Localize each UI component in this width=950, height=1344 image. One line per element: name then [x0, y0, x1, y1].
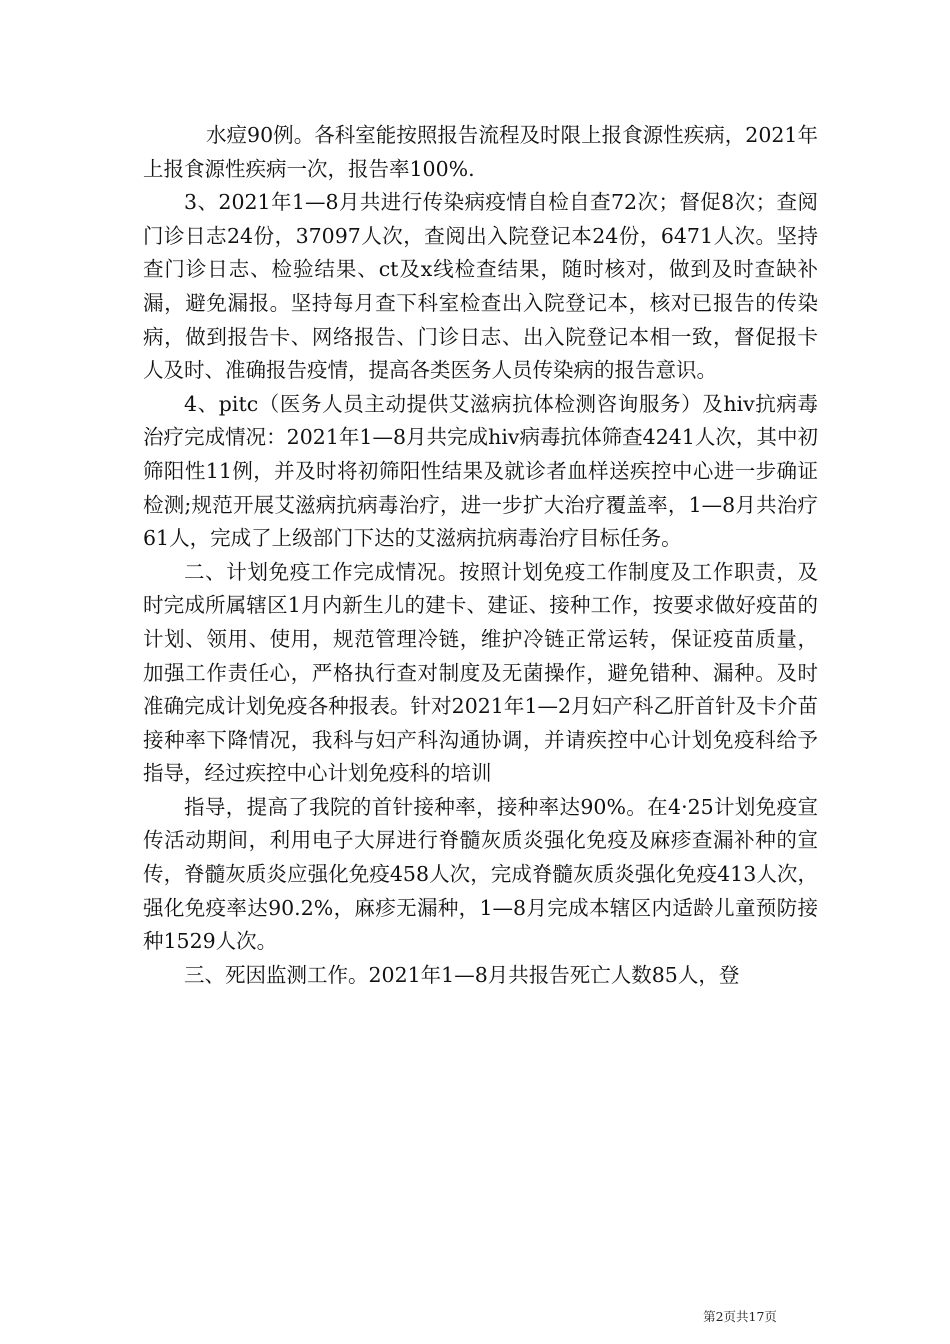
paragraph-section-2: 二、计划免疫工作完成情况。按照计划免疫工作制度及工作职责，及时完成所属辖区1月内新生儿的建卡、建证、接种工作，按要求做好疫苗的计划、领用、使用，规范管理冷链，维护冷链正常运转，保证疫苗质量，加强工作责任心，严格执行查对制度及无菌操作，避免错种、漏种。及时准确完成计划免疫各种报表。针对2021年1—2月妇产科乙肝首针及卡介苗接种率下降情况，我科与妇产科沟通协调，并请疾控中心计划免疫科给予指导，经过疾控中心计划免疫科的培训 — [143, 559, 818, 786]
paragraph-item-3: 3、2021年1—8月共进行传染病疫情自检自查72次；督促8次；查阅门诊日志24份，37097人次，查阅出入院登记本24份，6471人次。坚持查门诊日志、检验结果、ct及x线检查结果，随时核对，做到及时查缺补漏，避免漏报。坚持每月查下科室检查出入院登记本，核对已报告的传染病，做到报告卡、网络报告、门诊日志、出入院登记本相一致，督促报卡人及时、准确报告疫情，提高各类医务人员传染病的报告意识。 — [143, 190, 818, 383]
page-number-footer: 第2页共17页 — [703, 1309, 777, 1324]
paragraph-continuation: 水痘90例。各科室能按照报告流程及时限上报食源性疾病，2021年上报食源性疾病一次，报告率100%. — [143, 123, 818, 181]
document-body — [143, 119, 818, 992]
paragraph-item-4: 4、pitc（医务人员主动提供艾滋病抗体检测咨询服务）及hiv抗病毒治疗完成情况：2021年1—8月共完成hiv病毒抗体筛查4241人次，其中初筛阳性11例，并及时将初筛阳性结果及就诊者血样送疾控中心进一步确证检测;规范开展艾滋病抗病毒治疗，进一步扩大治疗覆盖率，1—8月共治疗61人，完成了上级部门下达的艾滋病抗病毒治疗目标任务。 — [143, 391, 818, 551]
paragraph-section-2-continued: 指导，提高了我院的首针接种率，接种率达90%。在4·25计划免疫宣传活动期间，利用电子大屏进行脊髓灰质炎强化免疫及麻疹查漏补种的宣传，脊髓灰质炎应强化免疫458人次，完成脊髓灰质炎强化免疫413人次，强化免疫率达90.2%，麻疹无漏种，1—8月完成本辖区内适龄儿童预防接种1529人次。 — [143, 794, 818, 954]
paragraph-section-3: 三、死因监测工作。2021年1—8月共报告死亡人数85人，登 — [184, 962, 740, 987]
